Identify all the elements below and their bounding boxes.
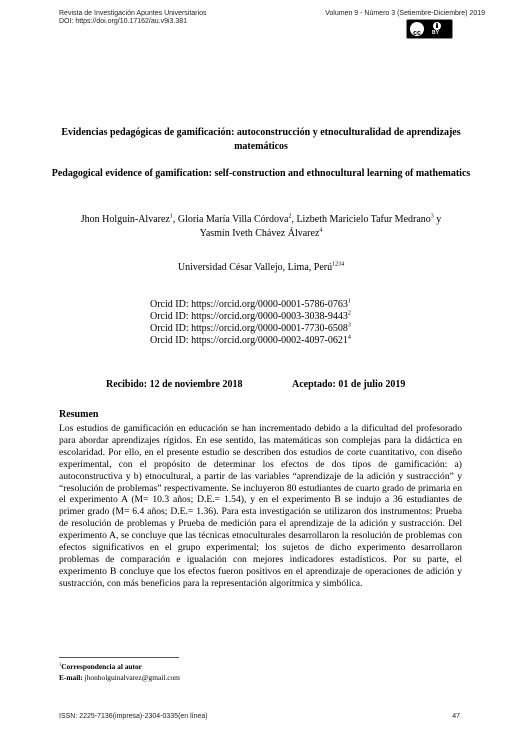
doi-link[interactable]: DOI: https://doi.org/10.17162/au.v9i3.381 [59,18,188,25]
by-label: BY [432,30,439,36]
journal-name: Revista de Investigación Apuntes Universitarios [59,10,207,17]
footnote-divider [59,657,179,658]
footnote-email: E-mail: jhonholguinalvarez@gmail.com [59,673,180,682]
attribution-person-icon [433,22,441,30]
abstract-heading: Resumen [59,409,99,420]
author-list: Jhon Holguin-Alvarez$^1$, Gloria María Villa Córdova$^2$, Lizbeth Maricielo Tafur Medrano$^3$ y Yasmín Iveth Chávez Álvarez$^4$ [80,213,442,239]
email-link[interactable]: jhonholguinalvarez@gmail.com [82,673,180,682]
issn: ISSN: 2225-7136(impresa)-2304-0335(en línea) [59,713,208,720]
orcid-line-1[interactable]: Orcid ID: https://orcid.org/0000-0001-5786-0763$^1$ [150,298,351,310]
accepted-date: Aceptado: 01 de julio 2019 [292,379,406,390]
cc-icon: cc [410,22,424,36]
author-4: Yasmín Iveth Chávez Álvarez [199,228,320,239]
cc-by-license-badge[interactable] [406,19,453,39]
abstract-body: Los estudios de gamificación en educación se han incrementado debido a la dificultad del profesorado para abordar aprendizajes rígidos. En ese sentido, las matemáticas son complejas para la didáctica en escolaridad. Por ello, en el presente estudio se describen dos estudios de corte cuantitativo, con diseño experimental, con el propósito de determinar los efectos de dos tipos de gamificación: a) autoconstructiva y b) etnocultural, a partir de las variables “aprendizaje de la adición y sustracción” y “resolución de problemas” respectivamente. Se incluyeron 80 estudiantes de cuarto grado de primaria en el experimento A (M= 10.3 años; D.E.= 1.54), y en el experimento B se indujo a 36 estudiantes de primer grado (M= 6.4 años; D.E.= 1.36). Para esta investigación se utilizaron dos instrumentos: Prueba de resolución de problemas y Prueba de medición para el aprendizaje de la adición y sustracción. Del experimento A, se concluye que las técnicas etnoculturales desarrollaron la resolución de problemas con efectos significativos en el grupo experimental; los sujetos de dicho experimento desarrollaron problemas de comparación e igualación con mejores indicadores estadísticos. Por su parte, el experimento B concluye que los efectos fueron positivos en el aprendizaje de operaciones de adición y sustracción, con más beneficios para la representación algorítmica y simbólica. [59,423,462,589]
received-date: Recibido: 12 de noviembre 2018 [106,379,243,390]
orcid-line-4[interactable]: Orcid ID: https://orcid.org/0000-0002-4097-0621$^4$ [150,334,351,346]
author-2: Gloria María Villa Córdova [177,214,289,225]
title-spanish: Evidencias pedagógicas de gamificación: autoconstrucción y etnoculturalidad de aprendizajes matemáticos [61,127,461,152]
title-english: Pedagogical evidence of gamification: self-construction and ethnocultural learning of mathematics [51,168,471,179]
author-3: Lizbeth Maricielo Tafur Medrano [296,214,431,225]
orcid-line-3[interactable]: Orcid ID: https://orcid.org/0000-0001-7730-6508$^3$ [150,322,351,334]
page-number: 47 [452,713,460,720]
orcid-line-2[interactable]: Orcid ID: https://orcid.org/0000-0003-3038-9443$^2$ [150,310,351,322]
affiliation: Universidad César Vallejo, Lima, Perú$^{1234}$ [177,261,345,273]
footnote-correspondence: $^1$Correspondencia al autor [59,661,142,671]
volume-info: Volumen 9 - Número 3 (Setiembre-Diciembre) 2019 [325,10,485,17]
author-1: Jhon Holguin-Alvarez [80,214,170,225]
